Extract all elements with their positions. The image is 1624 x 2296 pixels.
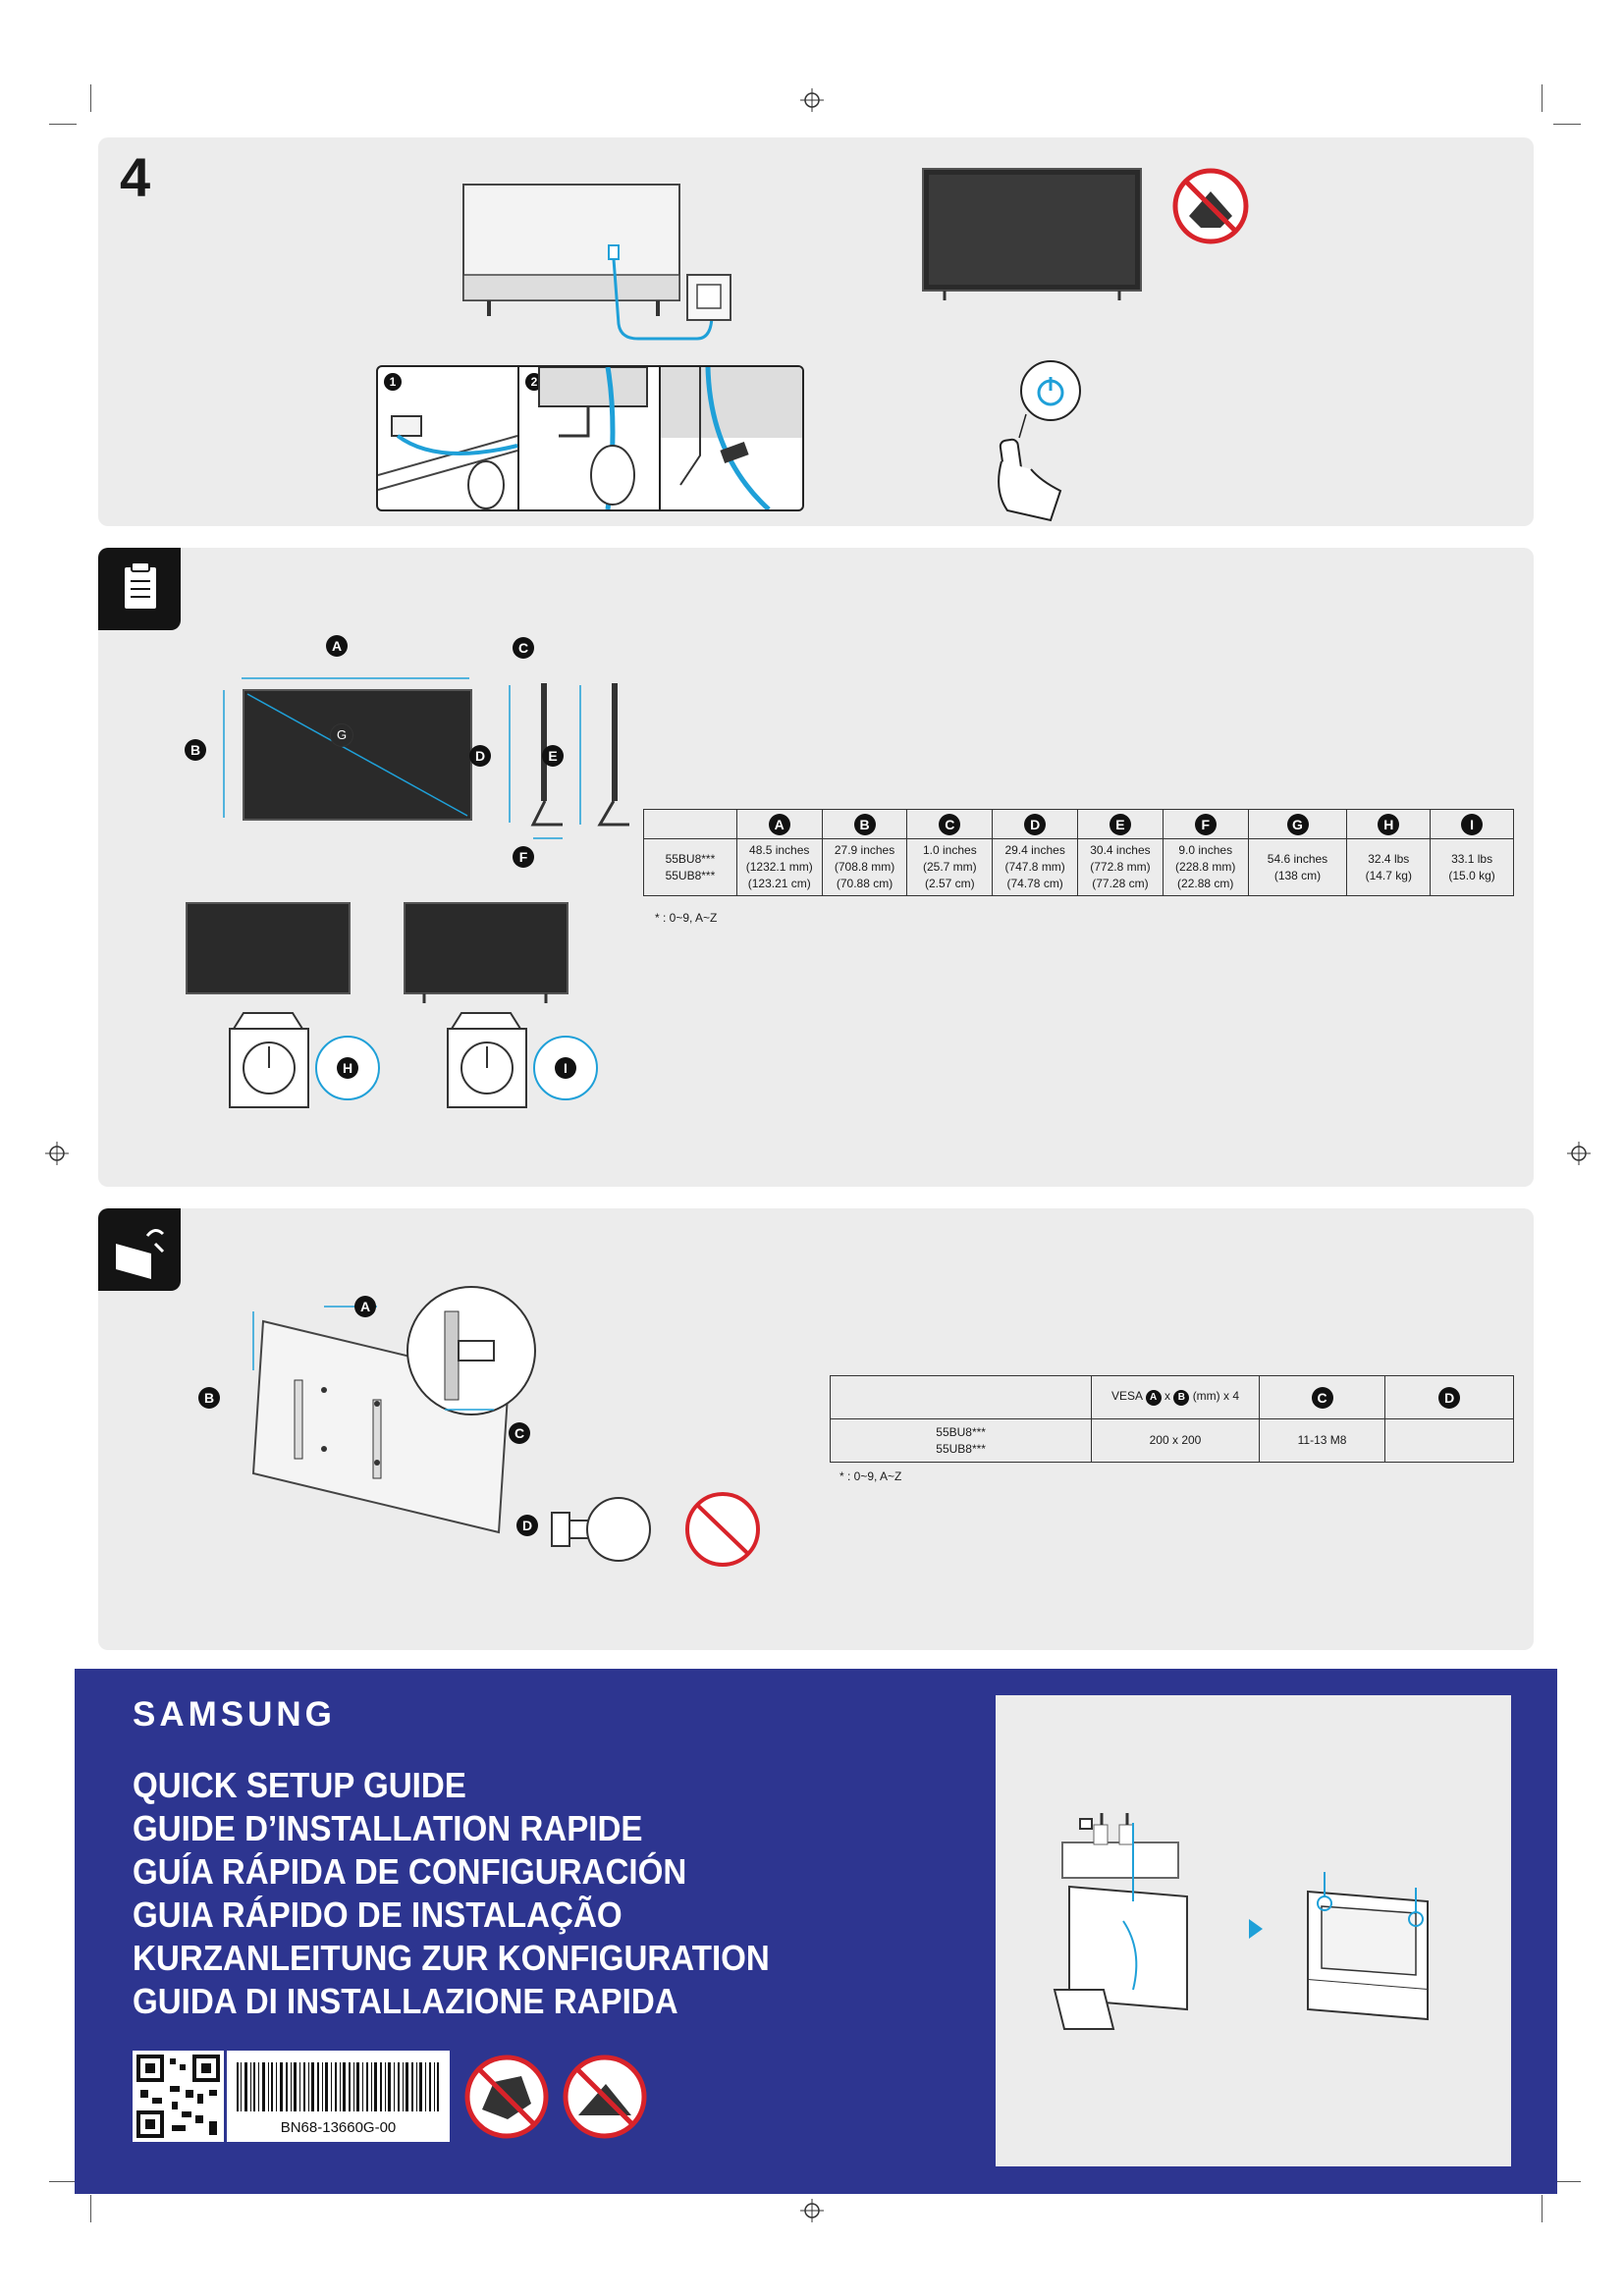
model-cell: 55BU8*** 55UB8*** (644, 839, 737, 896)
crop-mark (1542, 2195, 1543, 2222)
cable-clip-icon (378, 367, 517, 509)
dimension-g: G (330, 723, 353, 747)
guide-titles (133, 1764, 825, 2023)
dimensions-table (643, 809, 1514, 896)
samsung-logo: SAMSUNG (133, 1695, 336, 1734)
table-header: E (1110, 814, 1131, 835)
step-4-panel (98, 137, 1534, 526)
table-header: I (1461, 814, 1483, 835)
crop-mark (90, 84, 91, 112)
table-cell: 32.4 lbs (14.7 kg) (1347, 839, 1431, 896)
dimension-h: H (337, 1057, 358, 1079)
table-header: D (1438, 1387, 1460, 1409)
screw-value-cell: 11-13 M8 (1259, 1419, 1385, 1463)
table-header: A (769, 814, 790, 835)
wall-footnote: * : 0~9, A~Z (839, 1469, 902, 1483)
vesa-b-label: B (198, 1387, 220, 1409)
cable-step-number: 1 (384, 373, 402, 391)
cable-step-number: 2 (525, 373, 543, 391)
table-row (644, 839, 1514, 896)
tv-rear-power-illustration (452, 177, 844, 373)
crop-mark (49, 124, 77, 125)
crop-mark (1553, 124, 1581, 125)
registration-mark-right (1567, 1142, 1591, 1165)
dimension-b: B (185, 739, 206, 761)
dimension-f: F (513, 846, 534, 868)
title-spanish: GUÍA RÁPIDA DE CONFIGURACIÓN (133, 1851, 687, 1892)
table-cell: 1.0 inches (25.7 mm) (2.57 cm) (907, 839, 993, 896)
table-header: F (1195, 814, 1217, 835)
table-header: H (1378, 814, 1399, 835)
table-cell: 54.6 inches (138 cm) (1248, 839, 1347, 896)
table-header-row (644, 810, 1514, 839)
wall-mount-illustration (204, 1292, 597, 1527)
model-cell: 55BU8*** 55UB8*** (831, 1419, 1092, 1463)
screw-length-label: C (509, 1422, 530, 1444)
cable-management-steps (376, 365, 804, 511)
table-header: C (1312, 1387, 1333, 1409)
qr-code (133, 2051, 224, 2142)
cable-tie-icon (661, 367, 802, 509)
vesa-a-label: A (354, 1296, 376, 1317)
unboxing-illustration (996, 1695, 1511, 2166)
registration-mark-top (800, 88, 824, 112)
table-header: C (939, 814, 960, 835)
crop-mark (1542, 84, 1543, 112)
table-header-row (831, 1376, 1514, 1419)
vesa-value-cell: 200 x 200 (1092, 1419, 1260, 1463)
dimension-e: E (542, 745, 564, 767)
step-number: 4 (120, 146, 151, 208)
table-cell: 30.4 inches (772.8 mm) (77.28 cm) (1078, 839, 1164, 896)
screw-illustration (550, 1483, 766, 1572)
crop-mark (49, 2181, 77, 2182)
crop-mark (1553, 2181, 1581, 2182)
d-value-cell (1385, 1419, 1514, 1463)
wall-mount-table (830, 1375, 1514, 1463)
weight-without-stand-illustration (185, 901, 361, 1127)
remote-power-illustration (982, 353, 1119, 520)
cable-step-1 (378, 367, 519, 509)
table-cell: 48.5 inches (1232.1 mm) (123.21 cm) (736, 839, 822, 896)
clipboard-icon (98, 548, 181, 630)
no-press-icon (563, 2055, 647, 2139)
spec-footnote: * : 0~9, A~Z (655, 911, 718, 925)
dimension-d: D (469, 745, 491, 767)
registration-mark-bottom (800, 2199, 824, 2222)
table-cell: 27.9 inches (708.8 mm) (70.88 cm) (822, 839, 907, 896)
title-french: GUIDE D’INSTALLATION RAPIDE (133, 1808, 643, 1848)
weight-with-stand-illustration (403, 901, 599, 1127)
dimension-c: C (513, 637, 534, 659)
tv-front-illustration (921, 167, 1157, 324)
table-row (831, 1419, 1514, 1463)
specifications-panel (98, 548, 1534, 1187)
table-cell: 9.0 inches (228.8 mm) (22.88 cm) (1163, 839, 1248, 896)
vesa-header: VESA A x B (mm) x 4 (1092, 1376, 1260, 1419)
cable-stand-icon (519, 367, 659, 509)
dimension-a: A (326, 635, 348, 657)
screw-d-label: D (516, 1515, 538, 1536)
specifications-badge (98, 548, 181, 630)
unboxing-panel (996, 1695, 1511, 2166)
cable-step-3 (661, 367, 802, 509)
title-italian: GUIDA DI INSTALLAZIONE RAPIDA (133, 1981, 678, 2021)
registration-mark-left (45, 1142, 69, 1165)
barcode-icon (227, 2058, 450, 2117)
table-header: G (1287, 814, 1309, 835)
dimension-i: I (555, 1057, 576, 1079)
title-portuguese: GUIA RÁPIDO DE INSTALAÇÃO (133, 1895, 623, 1935)
qr-code-icon (133, 2051, 224, 2142)
table-header: D (1024, 814, 1046, 835)
tv-dimensions-front (210, 670, 505, 818)
cable-step-2 (519, 367, 661, 509)
table-cell: 29.4 inches (747.8 mm) (74.78 cm) (993, 839, 1078, 896)
title-german: KURZANLEITUNG ZUR KONFIGURATION (133, 1938, 770, 1978)
table-header: B (854, 814, 876, 835)
table-cell: 33.1 lbs (15.0 kg) (1431, 839, 1514, 896)
no-drop-icon (464, 2055, 549, 2139)
no-press-screen-icon (1171, 167, 1250, 245)
title-english: QUICK SETUP GUIDE (133, 1765, 466, 1805)
wall-mount-badge (98, 1208, 181, 1291)
barcode (227, 2051, 450, 2142)
wall-mount-panel (98, 1208, 1534, 1650)
wall-mount-icon (98, 1208, 181, 1291)
crop-mark (90, 2195, 91, 2222)
part-number: BN68-13660G-00 (280, 2119, 397, 2136)
